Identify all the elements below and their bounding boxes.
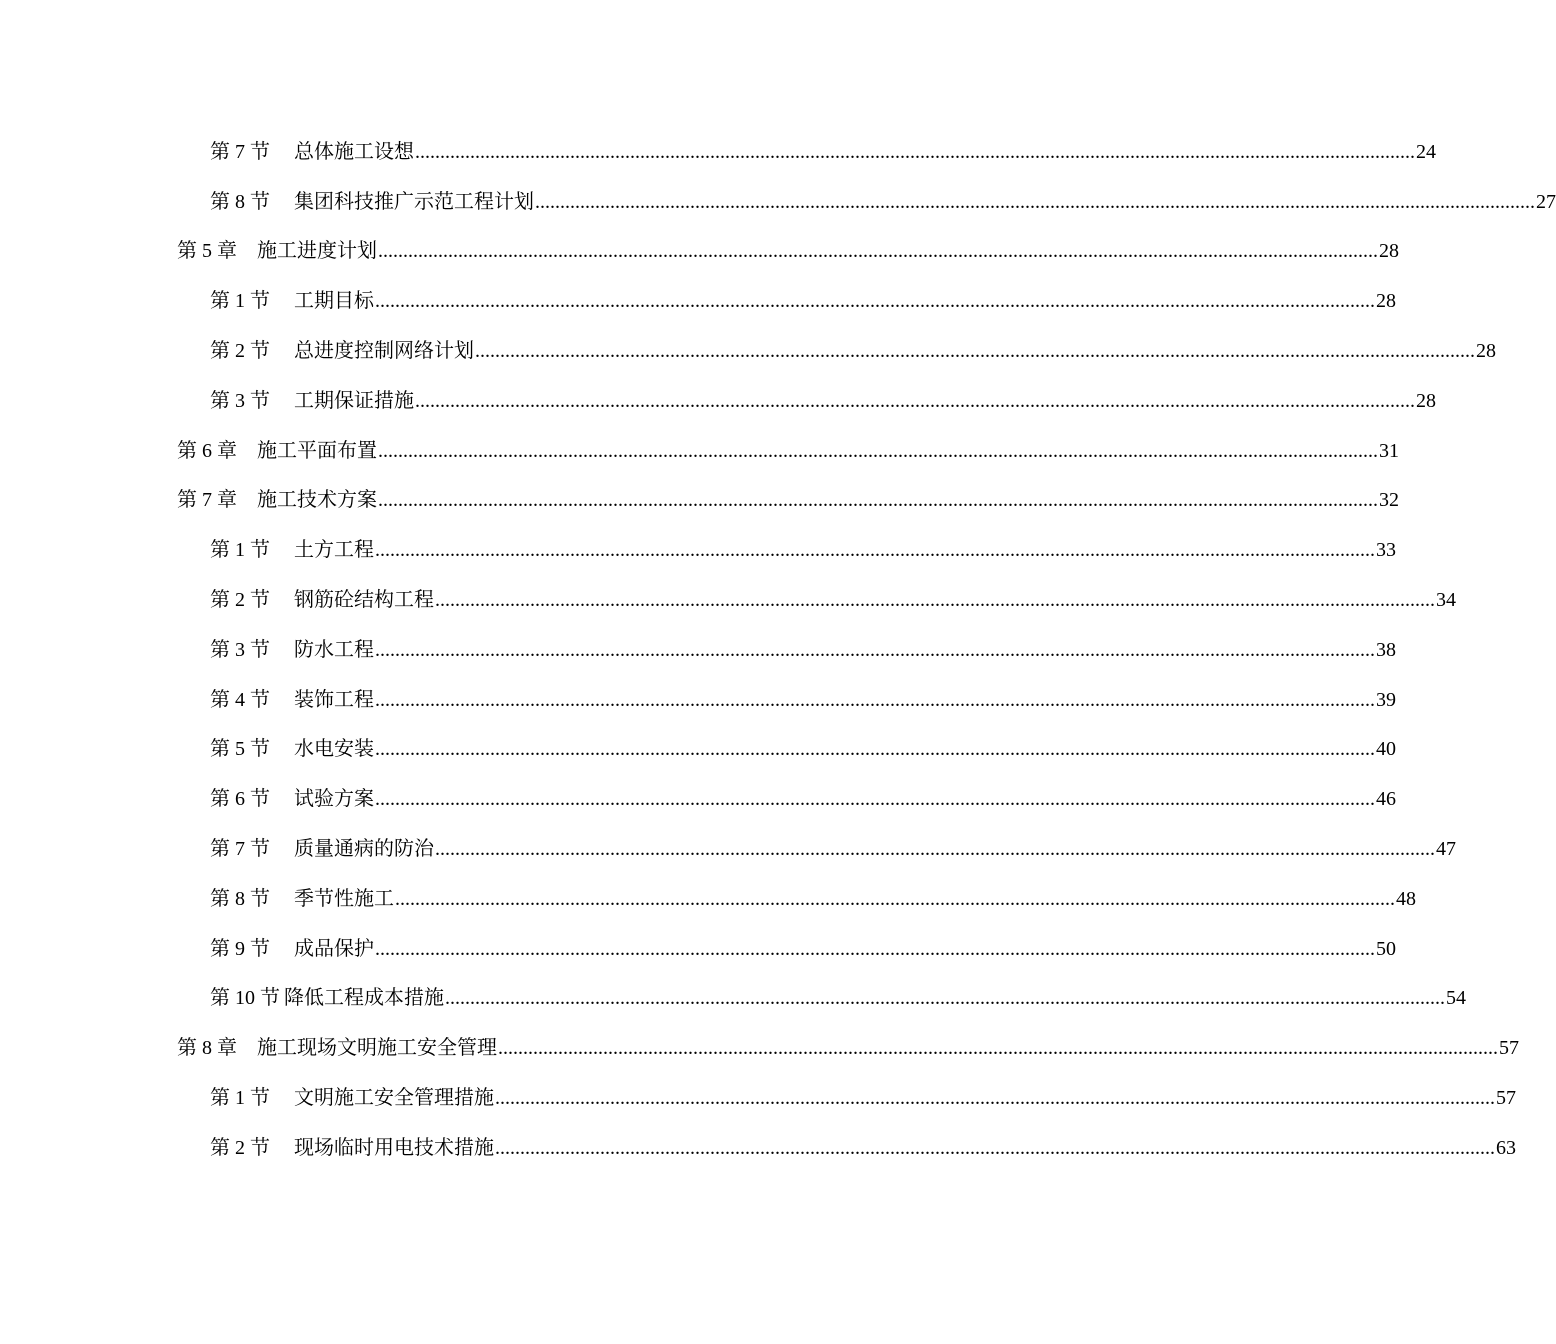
toc-entry-page: 34 [1436,589,1456,612]
dot-leader: ........................................................................................................................................................................................................ [395,887,1395,910]
toc-entry-title: 防水工程 [294,638,374,661]
toc-entry[interactable] [0,127,1436,177]
toc-entry[interactable] [0,1023,1519,1073]
toc-entry-number: 第 2 节 [210,1136,270,1159]
toc-entry-title: 工期目标 [294,290,374,313]
toc-entry-title: 成品保护 [294,937,374,960]
toc-entry[interactable] [0,326,1496,376]
dot-leader: ........................................................................................................................................................................................................ [375,539,1375,562]
toc-entry-title: 试验方案 [294,788,374,811]
toc-entry[interactable] [0,575,1456,625]
toc-entry-page: 28 [1416,389,1436,412]
toc-entry-page: 32 [1379,489,1399,512]
toc-entry-page: 48 [1396,887,1416,910]
toc-entry-page: 47 [1436,838,1456,861]
toc-entry-page: 54 [1446,987,1466,1010]
table-of-contents [0,127,1556,1173]
toc-entry[interactable] [0,924,1396,974]
dot-leader: ........................................................................................................................................................................................................ [435,589,1435,612]
dot-leader: ........................................................................................................................................................................................................ [445,987,1445,1010]
toc-entry-title: 施工平面布置 [257,439,377,462]
dot-leader: ........................................................................................................................................................................................................ [375,688,1375,711]
toc-entry-title: 工期保证措施 [294,389,414,412]
toc-entry-title: 质量通病的防治 [294,838,434,861]
toc-entry-number: 第 8 节 [210,190,270,213]
dot-leader: ........................................................................................................................................................................................................ [475,340,1475,363]
toc-entry-page: 57 [1496,1087,1516,1110]
toc-entry-title: 文明施工安全管理措施 [294,1087,494,1110]
toc-entry-title: 施工进度计划 [257,240,377,263]
toc-entry-page: 57 [1499,1037,1519,1060]
toc-entry-number: 第 10 节 [210,987,280,1010]
toc-entry[interactable] [0,1123,1516,1173]
dot-leader: ........................................................................................................................................................................................................ [435,838,1435,861]
toc-entry-number: 第 2 节 [210,340,270,363]
dot-leader: ........................................................................................................................................................................................................ [375,937,1375,960]
toc-entry-page: 63 [1496,1136,1516,1159]
toc-entry[interactable] [0,476,1399,526]
toc-entry-page: 28 [1379,240,1399,263]
toc-entry[interactable] [0,874,1416,924]
toc-entry-title: 钢筋砼结构工程 [294,589,434,612]
toc-entry-title: 土方工程 [294,539,374,562]
dot-leader: ........................................................................................................................................................................................................ [415,140,1415,163]
toc-entry-title: 降低工程成本措施 [284,987,444,1010]
dot-leader: ........................................................................................................................................................................................................ [378,240,1378,263]
toc-entry-title: 季节性施工 [294,887,394,910]
dot-leader: ........................................................................................................................................................................................................ [375,788,1375,811]
toc-entry[interactable] [0,774,1396,824]
toc-entry-title: 总进度控制网络计划 [294,340,474,363]
dot-leader: ........................................................................................................................................................................................................ [495,1087,1495,1110]
dot-leader: ........................................................................................................................................................................................................ [375,638,1375,661]
toc-entry-page: 46 [1376,788,1396,811]
toc-entry-number: 第 1 节 [210,290,270,313]
toc-entry-number: 第 7 章 [177,489,237,512]
toc-entry[interactable] [0,1073,1516,1123]
toc-entry-page: 40 [1376,738,1396,761]
toc-entry-title: 施工技术方案 [257,489,377,512]
toc-entry-title: 总体施工设想 [294,140,414,163]
dot-leader: ........................................................................................................................................................................................................ [535,190,1535,213]
toc-entry[interactable] [0,824,1456,874]
toc-entry-number: 第 2 节 [210,589,270,612]
toc-entry-number: 第 6 章 [177,439,237,462]
dot-leader: ........................................................................................................................................................................................................ [375,738,1375,761]
toc-entry-page: 31 [1379,439,1399,462]
dot-leader: ........................................................................................................................................................................................................ [378,489,1378,512]
toc-entry-number: 第 7 节 [210,838,270,861]
toc-entry-page: 27 [1536,190,1556,213]
toc-entry[interactable] [0,276,1396,326]
toc-entry-page: 28 [1476,340,1496,363]
toc-entry-page: 33 [1376,539,1396,562]
toc-entry[interactable] [0,525,1396,575]
dot-leader: ........................................................................................................................................................................................................ [495,1136,1495,1159]
toc-entry[interactable] [0,376,1436,426]
dot-leader: ........................................................................................................................................................................................................ [415,389,1415,412]
toc-entry[interactable] [0,725,1396,775]
toc-entry-title: 施工现场文明施工安全管理 [257,1037,497,1060]
toc-entry-page: 38 [1376,638,1396,661]
toc-entry-number: 第 1 节 [210,1087,270,1110]
toc-entry-title: 装饰工程 [294,688,374,711]
toc-entry-number: 第 7 节 [210,140,270,163]
toc-entry-number: 第 6 节 [210,788,270,811]
toc-entry[interactable] [0,227,1399,277]
toc-entry[interactable] [0,974,1466,1024]
dot-leader: ........................................................................................................................................................................................................ [378,439,1378,462]
toc-entry-number: 第 3 节 [210,389,270,412]
toc-entry[interactable] [0,177,1556,227]
toc-entry-number: 第 9 节 [210,937,270,960]
toc-entry-title: 集团科技推广示范工程计划 [294,190,534,213]
toc-entry-number: 第 8 章 [177,1037,237,1060]
dot-leader: ........................................................................................................................................................................................................ [498,1037,1498,1060]
toc-entry-number: 第 8 节 [210,887,270,910]
toc-entry-page: 28 [1376,290,1396,313]
toc-entry-number: 第 1 节 [210,539,270,562]
toc-entry-page: 24 [1416,140,1436,163]
toc-entry-number: 第 3 节 [210,638,270,661]
toc-entry-page: 39 [1376,688,1396,711]
toc-entry-number: 第 4 节 [210,688,270,711]
toc-entry-number: 第 5 章 [177,240,237,263]
toc-entry-title: 现场临时用电技术措施 [294,1136,494,1159]
toc-entry-page: 50 [1376,937,1396,960]
toc-entry-number: 第 5 节 [210,738,270,761]
dot-leader: ........................................................................................................................................................................................................ [375,290,1375,313]
toc-entry[interactable] [0,426,1399,476]
toc-entry-title: 水电安装 [294,738,374,761]
toc-entry[interactable] [0,675,1396,725]
toc-entry[interactable] [0,625,1396,675]
